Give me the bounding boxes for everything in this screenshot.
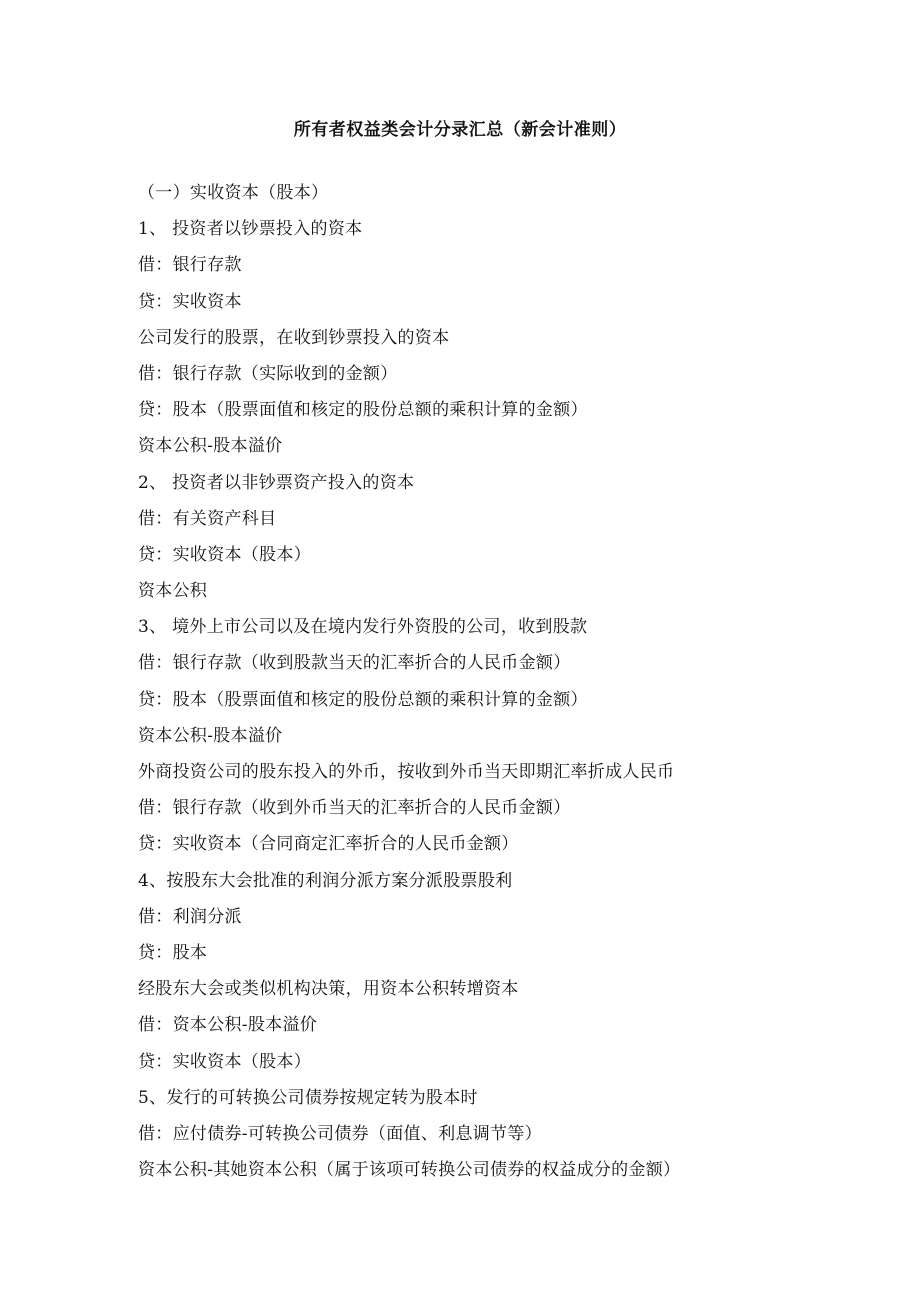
item-heading: 3、 境外上市公司以及在境内发行外资股的公司，收到股款: [138, 617, 588, 638]
credit-continuation-line: 资本公积: [138, 581, 208, 602]
item-heading: 5、发行的可转换公司债券按规定转为股本时: [138, 1087, 478, 1108]
credit-line: 贷：股本（股票面值和核定的股份总额的乘积计算的金额）: [138, 400, 588, 421]
debit-line: 借：银行存款（实际收到的金额）: [138, 363, 398, 384]
credit-line: 贷：实收资本（股本）: [138, 1051, 311, 1072]
debit-line: 借：银行存款（收到股款当天的汇率折合的人民币金额）: [138, 653, 571, 674]
credit-line: 贷：实收资本: [138, 291, 242, 312]
description-line: 公司发行的股票，在收到钞票投入的资本: [138, 327, 450, 348]
credit-continuation-line: 资本公积-股本溢价: [138, 436, 283, 457]
credit-line: 贷：股本（股票面值和核定的股份总额的乘积计算的金额）: [138, 689, 588, 710]
debit-line: 借：有关资产科目: [138, 508, 277, 529]
section-heading: （一）实收资本（股本）: [138, 183, 329, 203]
credit-line: 贷：实收资本（合同商定汇率折合的人民币金额）: [138, 834, 519, 855]
document-body: [138, 175, 878, 1188]
credit-line: 贷：股本: [138, 942, 208, 963]
description-line: 外商投资公司的股东投入的外币，按收到外币当天即期汇率折成人民币: [138, 762, 675, 782]
credit-line: 贷：实收资本（股本）: [138, 544, 311, 565]
debit-line: 借：利润分派: [138, 906, 242, 927]
document-title: 所有者权益类会计分录汇总（新会计准则）: [293, 120, 627, 140]
debit-line: 借：资本公积-股本溢价: [138, 1015, 318, 1036]
description-line: 经股东大会或类似机构决策，用资本公积转增资本: [138, 979, 519, 1000]
item-heading: 1、 投资者以钞票投入的资本: [138, 219, 363, 240]
item-heading: 4、按股东大会批准的利润分派方案分派股票股利: [138, 870, 513, 891]
item-heading: 2、 投资者以非钞票资产投入的资本: [138, 472, 415, 493]
debit-line: 借：应付债券-可转换公司债券（面值、利息调节等）: [138, 1123, 542, 1144]
debit-line: 借：银行存款（收到外币当天的汇率折合的人民币金额）: [138, 798, 571, 819]
debit-continuation-line: 资本公积-其她资本公积（属于该项可转换公司债券的权益成分的金额）: [138, 1160, 681, 1181]
credit-continuation-line: 资本公积-股本溢价: [138, 725, 283, 746]
debit-line: 借：银行存款: [138, 255, 242, 276]
